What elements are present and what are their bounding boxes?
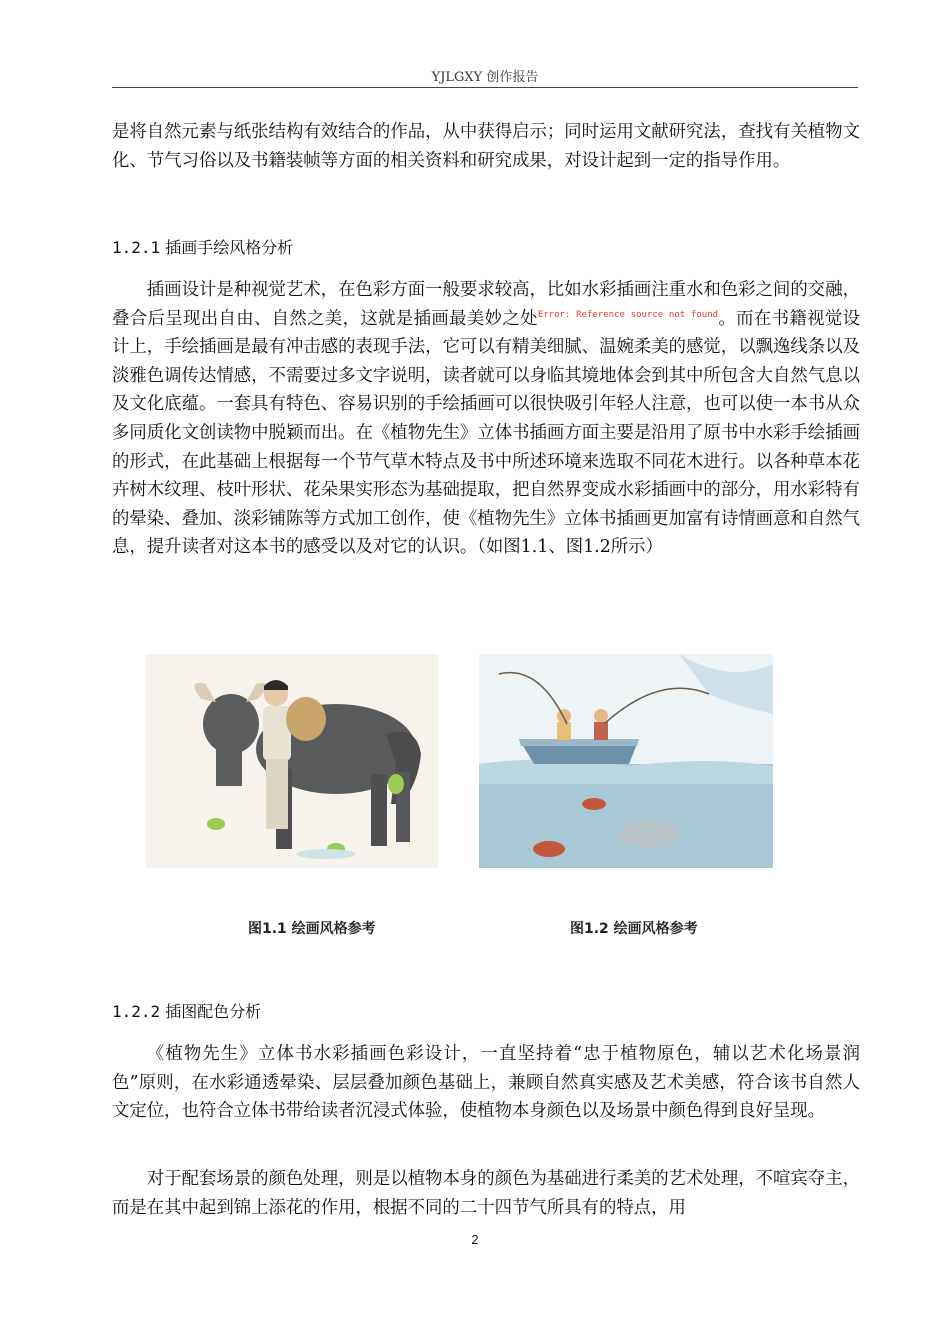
section-heading-1-2-2: [112, 999, 261, 1022]
paragraph-text: 插画设计是种视觉艺术，在色彩方面一般要求较高，比如水彩插画注重水和色彩之间的交融，叠合后呈现出自由、自然之美，这就是插画最美妙之处: [112, 280, 860, 329]
section-title: 插画手绘风格分析: [165, 238, 294, 257]
reference-error: Error: Reference source not found: [537, 309, 719, 320]
figure-1-2-image: [479, 654, 773, 868]
section-122-paragraph-2: 对于配套场景的颜色处理，则是以植物本身的颜色为基础进行柔美的艺术处理，不喧宾夺主，而是在其中起到锦上添花的作用，根据不同的二十四节气所具有的特点，用: [112, 1169, 860, 1218]
section-number: 1.2.2: [112, 1002, 161, 1021]
buffalo-boy-illustration: [146, 654, 438, 868]
figure-1-1-image: [146, 654, 438, 868]
fishing-boat-illustration: [479, 654, 773, 868]
section-122-paragraph-1: 《植物先生》立体书水彩插画色彩设计，一直坚持着“忠于植物原色，辅以艺术化场景润色”原则，在水彩通透晕染、层层叠加颜色基础上，兼顾自然真实感及艺术美感，符合该书自然人文定位，也符合立体书带给读者沉浸式体验，使植物本身颜色以及场景中颜色得到良好呈现。: [112, 1044, 860, 1122]
header-divider: [112, 87, 858, 88]
section-number: 1.2.1: [112, 238, 161, 257]
figure-1-2-caption: 图1.2 绘画风格参考: [570, 921, 698, 937]
intro-paragraph: 是将自然元素与纸张结构有效结合的作品，从中获得启示；同时运用文献研究法，查找有关植物文化、节气习俗以及书籍装帧等方面的相关资料和研究成果，对设计起到一定的指导作用。: [112, 122, 860, 171]
section-121-paragraph: [112, 276, 860, 562]
figure-1-1-caption: 图1.1 绘画风格参考: [248, 921, 376, 937]
page-header: YJLGXY 创作报告: [431, 70, 539, 85]
paragraph-text: 。而在书籍视觉设计上，手绘插画是最有冲击感的表现手法，它可以有精美细腻、温婉柔美的感觉，以飘逸线条以及淡雅色调传达情感，不需要过多文字说明，读者就可以身临其境地体会到其中所包含大自然气息以及文化底蕴。一套具有特色、容易识别的手绘插画可以很快吸引年轻人注意，也可以使一本书从众多同质化文创读物中脱颖而出。在《植物先生》立体书插画方面主要是沿用了原书中水彩手绘插画的形式，在此基础上根据每一个节气草木特点及书中所述环境来选取不同花木进行。以各种草本花卉树木纹理、枝叶形状、花朵果实形态为基础提取，把自然界变成水彩插画中的部分，用水彩特有的晕染、叠加、淡彩铺陈等方式加工创作，使《植物先生》立体书插画更加富有诗情画意和自然气息，提升读者对这本书的感受以及对它的认识。（如图1.1、图1.2所示）: [112, 308, 860, 558]
page-number: 2: [471, 1232, 479, 1247]
section-title: 插图配色分析: [165, 1002, 262, 1021]
section-heading-1-2-1: [112, 235, 293, 258]
